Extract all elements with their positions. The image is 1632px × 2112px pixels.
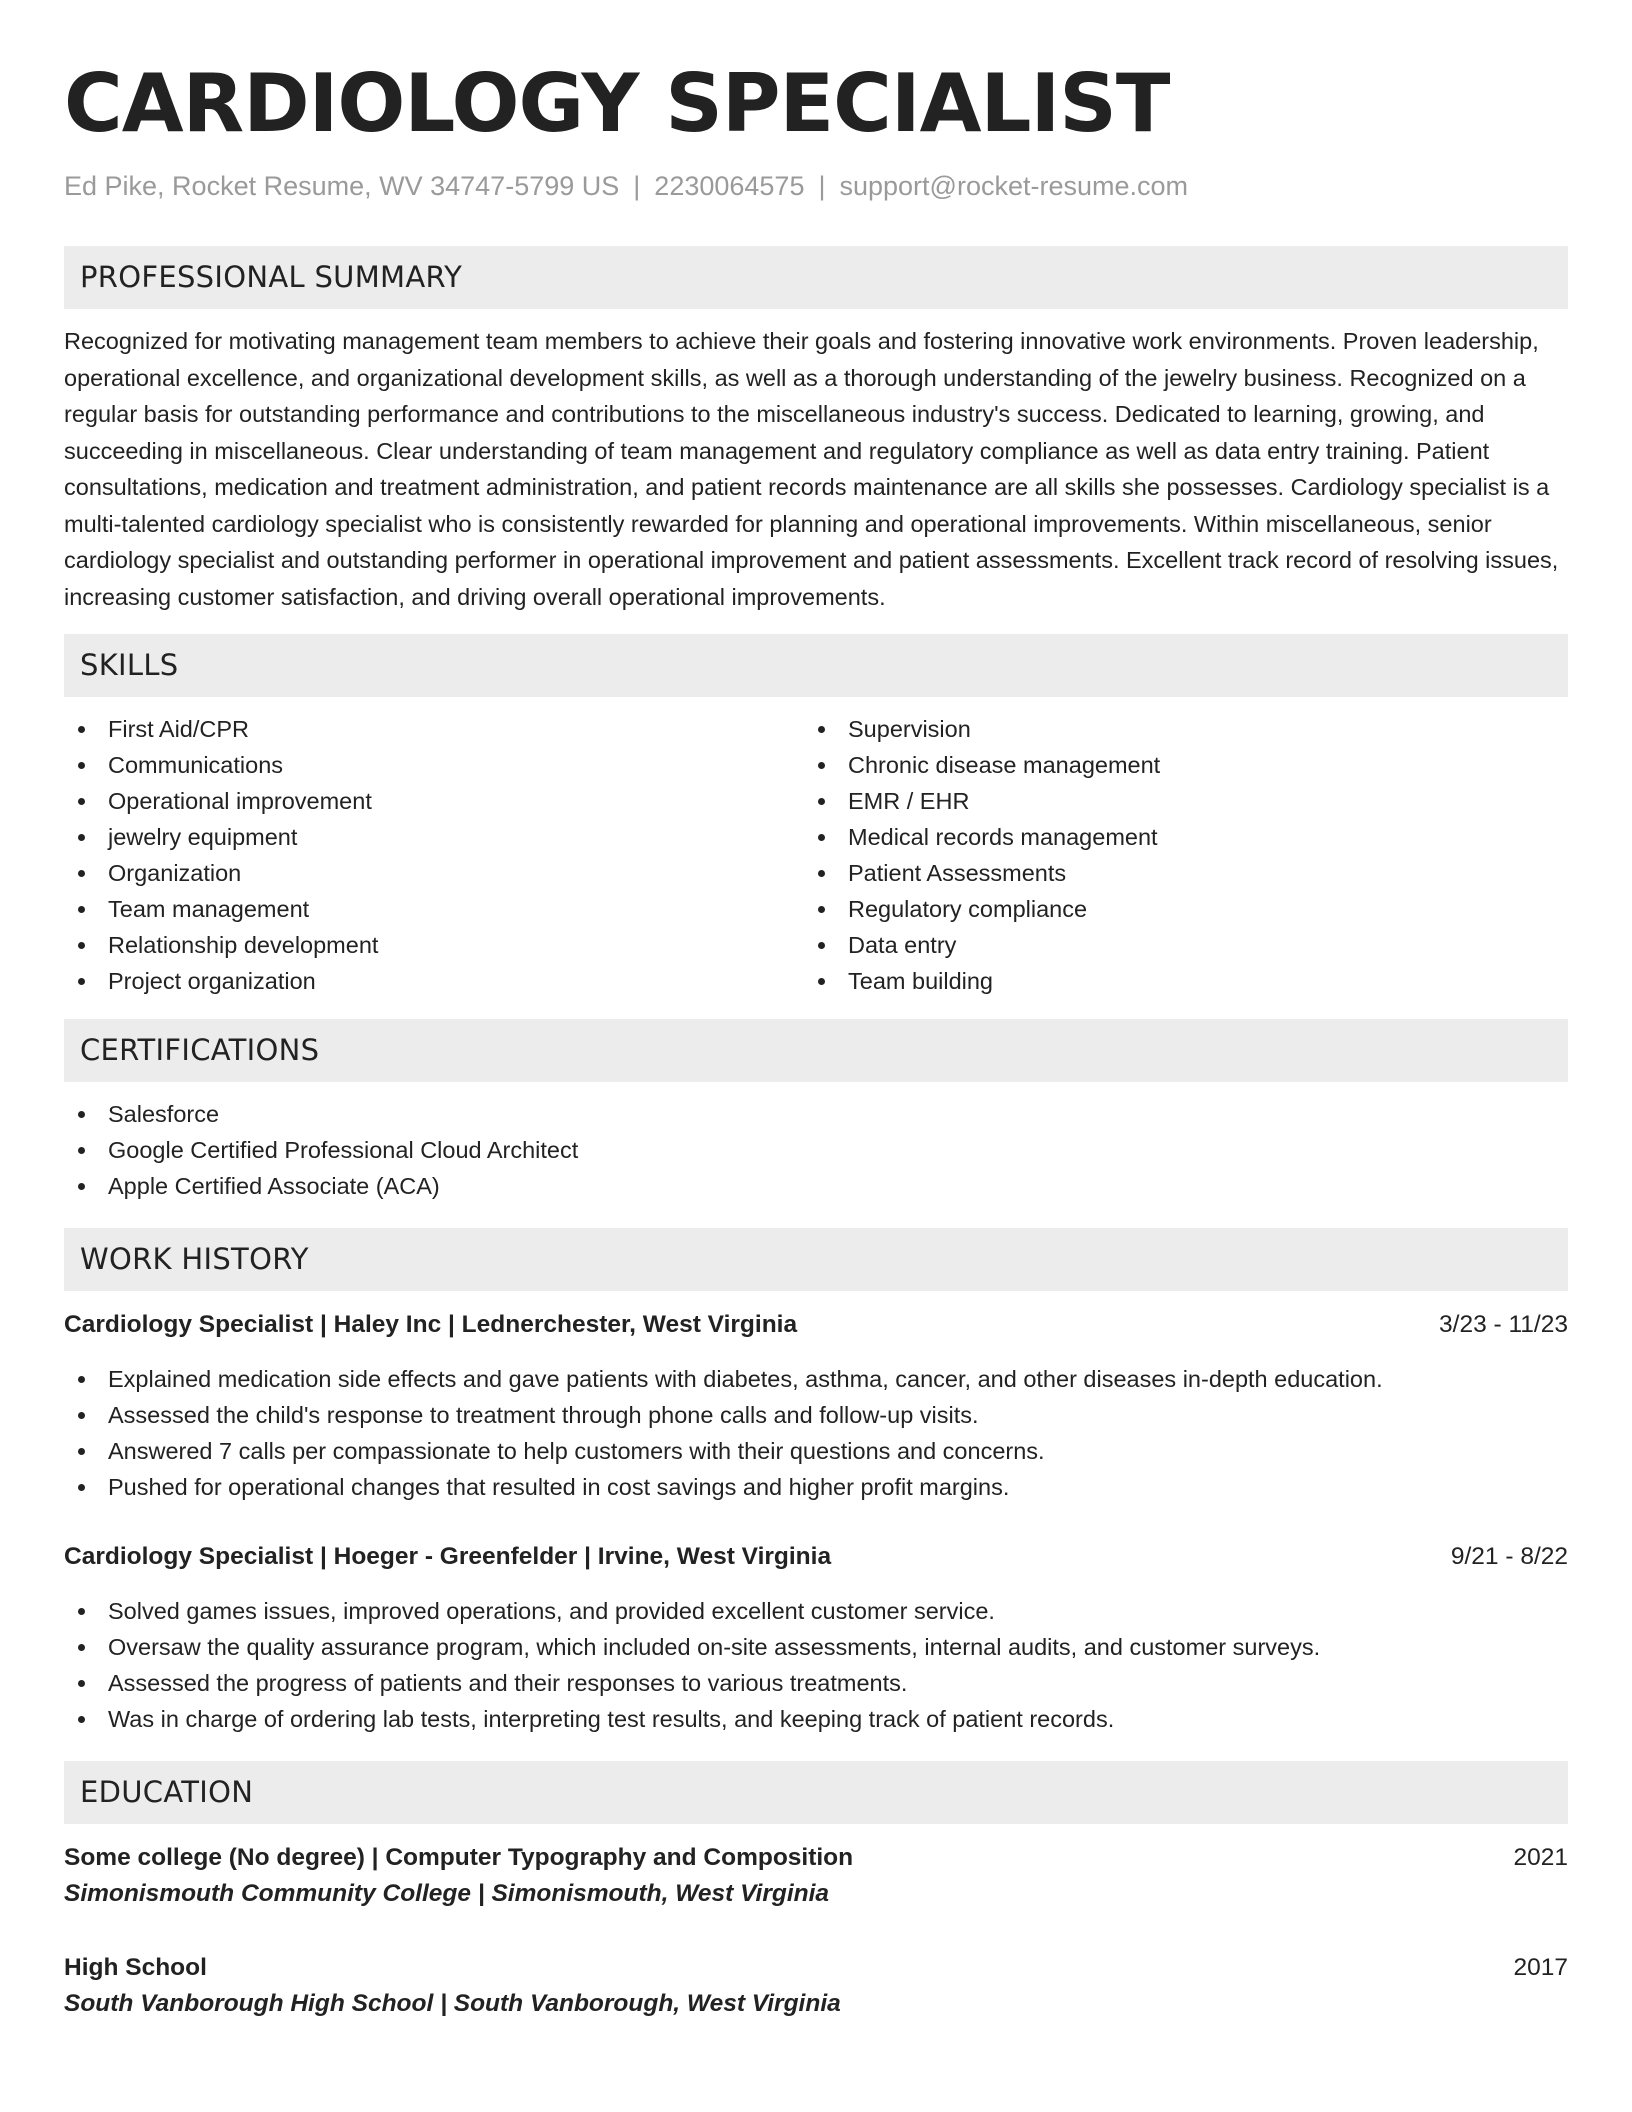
job-header	[64, 1539, 1568, 1575]
contact-email: support@rocket-resume.com	[839, 171, 1189, 201]
job-bullet: Answered 7 calls per compassionate to help customers with their questions and concerns.	[64, 1433, 1568, 1469]
skill-item: Team management	[64, 891, 804, 927]
education-header	[64, 1840, 1568, 1876]
skill-item: Relationship development	[64, 927, 804, 963]
skill-item: Patient Assessments	[804, 855, 1544, 891]
section-heading-education: EDUCATION	[64, 1761, 1568, 1824]
job-bullets	[64, 1593, 1568, 1737]
education-entry	[64, 1840, 1568, 1912]
job-bullet: Oversaw the quality assurance program, which included on-site assessments, internal audits, and customer surveys.	[64, 1629, 1568, 1665]
skill-item: Team building	[804, 963, 1544, 999]
skill-item: Supervision	[804, 711, 1544, 747]
skill-item: Data entry	[804, 927, 1544, 963]
skills-list-left	[64, 711, 804, 999]
summary-section	[64, 246, 1568, 615]
summary-text: Recognized for motivating management team members to achieve their goals and fostering innovative work environments. Proven leadership, operational excellence, and organizational development skills, as well as a thorough understanding of the jewelry business. Recognized on a regular basis for outstanding performance and contributions to the miscellaneous industry's success. Dedicated to learning, growing, and succeeding in miscellaneous. Clear understanding of team management and regulatory compliance as well as data entry training. Patient consultations, medication and treatment administration, and patient records maintenance are all skills she possesses. Cardiology specialist is a multi-talented cardiology specialist who is consistently rewarded for planning and operational improvements. Within miscellaneous, senior cardiology specialist and outstanding performer in operational improvement and patient assessments. Excellent track record of resolving issues, increasing customer satisfaction, and driving overall operational improvements.	[64, 328, 1559, 610]
skill-item: Chronic disease management	[804, 747, 1544, 783]
job-entry	[64, 1307, 1568, 1505]
job-header	[64, 1307, 1568, 1343]
contact-separator: |	[633, 171, 641, 201]
education-school: Simonismouth Community College | Simonismouth, West Virginia	[64, 1880, 830, 1907]
skill-item: Project organization	[64, 963, 804, 999]
skill-item: Communications	[64, 747, 804, 783]
education-header	[64, 1950, 1568, 1986]
section-heading-certifications: CERTIFICATIONS	[64, 1019, 1568, 1082]
education-year: 2021	[1513, 1844, 1568, 1871]
job-bullet: Explained medication side effects and gave patients with diabetes, asthma, cancer, and other diseases in-depth education.	[64, 1361, 1568, 1397]
skill-item: Operational improvement	[64, 783, 804, 819]
skill-item: EMR / EHR	[804, 783, 1544, 819]
skill-item: First Aid/CPR	[64, 711, 804, 747]
certification-item: Google Certified Professional Cloud Architect	[64, 1132, 1568, 1168]
section-heading-work: WORK HISTORY	[64, 1228, 1568, 1291]
job-bullet: Solved games issues, improved operations, and provided excellent customer service.	[64, 1593, 1568, 1629]
skill-item: Organization	[64, 855, 804, 891]
certification-item: Apple Certified Associate (ACA)	[64, 1168, 1568, 1204]
education-section	[64, 1761, 1568, 2022]
job-title: Cardiology Specialist | Haley Inc | Lednerchester, West Virginia	[64, 1311, 798, 1338]
job-bullets	[64, 1361, 1568, 1505]
skills-section	[64, 634, 1568, 999]
education-degree: High School	[64, 1954, 207, 1981]
job-bullet: Pushed for operational changes that resulted in cost savings and higher profit margins.	[64, 1469, 1568, 1505]
certifications-list	[64, 1096, 1568, 1204]
certifications-section	[64, 1019, 1568, 1204]
contact-line	[64, 166, 1568, 206]
job-bullet: Assessed the progress of patients and their responses to various treatments.	[64, 1665, 1568, 1701]
job-bullet: Was in charge of ordering lab tests, interpreting test results, and keeping track of patient records.	[64, 1701, 1568, 1737]
job-entry	[64, 1539, 1568, 1737]
job-title: Cardiology Specialist | Hoeger - Greenfelder | Irvine, West Virginia	[64, 1543, 832, 1570]
job-bullet: Assessed the child's response to treatment through phone calls and follow-up visits.	[64, 1397, 1568, 1433]
skill-item: Medical records management	[804, 819, 1544, 855]
certification-item: Salesforce	[64, 1096, 1568, 1132]
education-school: South Vanborough High School | South Vanborough, West Virginia	[64, 1990, 841, 2017]
section-heading-summary: PROFESSIONAL SUMMARY	[64, 246, 1568, 309]
skill-item: jewelry equipment	[64, 819, 804, 855]
resume-name: CARDIOLOGY SPECIALIST	[64, 57, 1170, 150]
contact-separator: |	[818, 171, 826, 201]
section-heading-skills: SKILLS	[64, 634, 1568, 697]
skills-list-right	[804, 711, 1544, 999]
contact-phone: 2230064575	[654, 171, 805, 201]
job-dates: 3/23 - 11/23	[1439, 1311, 1568, 1338]
skill-item: Regulatory compliance	[804, 891, 1544, 927]
education-year: 2017	[1513, 1954, 1568, 1981]
education-degree: Some college (No degree) | Computer Typography and Composition	[64, 1844, 854, 1871]
job-dates: 9/21 - 8/22	[1450, 1543, 1568, 1570]
work-section	[64, 1228, 1568, 1737]
contact-address: Ed Pike, Rocket Resume, WV 34747-5799 US	[64, 171, 620, 201]
skills-grid	[64, 711, 1568, 999]
education-entry	[64, 1950, 1568, 2022]
